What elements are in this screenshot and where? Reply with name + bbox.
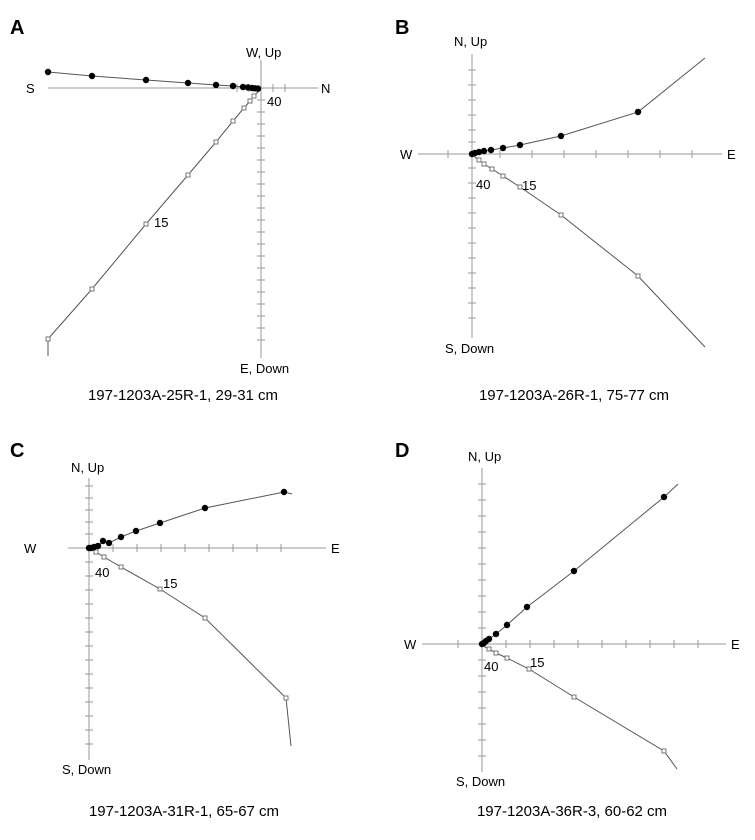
axis-label-left: S <box>26 81 35 96</box>
caption-b: 197-1203A-26R-1, 75-77 cm <box>478 387 670 404</box>
step-label-40: 40 <box>476 177 491 192</box>
horizontal-projection-line <box>472 58 705 154</box>
axis-label-bottom: S, Down <box>456 774 506 789</box>
open-square-point <box>214 140 218 144</box>
filled-dot-point <box>281 489 287 495</box>
panel-c <box>10 440 340 820</box>
horizontal-projection-points <box>479 494 667 647</box>
filled-dot-point <box>143 77 149 83</box>
filled-dot-point <box>106 540 112 546</box>
open-square-point <box>102 555 106 559</box>
open-square-point <box>252 94 256 98</box>
panel-letter-c: C <box>10 440 25 462</box>
open-square-point <box>477 158 481 162</box>
axis-ticks <box>458 484 698 756</box>
vertical-projection-points <box>94 550 288 700</box>
step-label-40: 40 <box>484 659 499 674</box>
open-square-point <box>94 550 98 554</box>
open-square-point <box>203 616 207 620</box>
axis-label-right: E <box>331 541 340 556</box>
open-square-point <box>636 274 640 278</box>
axis-label-top: N, Up <box>454 34 488 49</box>
filled-dot-point <box>571 568 577 574</box>
open-square-point <box>231 119 235 123</box>
vertical-projection-line <box>474 156 705 347</box>
axis-label-left: W <box>400 147 413 162</box>
filled-dot-point <box>255 85 261 91</box>
open-square-point <box>572 695 576 699</box>
horizontal-projection-line <box>482 484 678 644</box>
filled-dot-point <box>185 80 191 86</box>
filled-dot-point <box>202 505 208 511</box>
open-square-point <box>90 287 94 291</box>
open-square-point <box>119 565 123 569</box>
caption-a: 197-1203A-25R-1, 29-31 cm <box>87 387 279 404</box>
filled-dot-point <box>524 604 530 610</box>
open-square-point <box>505 656 509 660</box>
filled-dot-point <box>479 641 485 647</box>
caption-c: 197-1203A-31R-1, 65-67 cm <box>88 803 280 820</box>
panel-d <box>395 440 740 820</box>
open-square-point <box>494 651 498 655</box>
open-square-point <box>242 106 246 110</box>
open-square-point <box>284 696 288 700</box>
axis-label-right: E <box>731 637 740 652</box>
axis-label-right: E <box>727 147 736 162</box>
filled-dot-point <box>517 142 523 148</box>
filled-dot-point <box>230 83 236 89</box>
filled-dot-point <box>558 133 564 139</box>
open-square-point <box>662 749 666 753</box>
filled-dot-point <box>488 147 494 153</box>
horizontal-projection-points <box>86 489 287 551</box>
axis-label-right: N <box>321 81 331 96</box>
filled-dot-point <box>504 622 510 628</box>
open-square-point <box>559 213 563 217</box>
step-label-40: 40 <box>95 565 110 580</box>
filled-dot-point <box>100 538 106 544</box>
filled-dot-point <box>118 534 124 540</box>
open-square-point <box>501 174 505 178</box>
filled-dot-point <box>500 145 506 151</box>
open-square-point <box>248 99 252 103</box>
axis-label-top: N, Up <box>71 460 105 475</box>
axis-ticks <box>448 70 692 318</box>
caption-d: 197-1203A-36R-3, 60-62 cm <box>476 803 668 820</box>
vertical-projection-points <box>487 647 666 753</box>
open-square-point <box>490 167 494 171</box>
panel-letter-a: A <box>10 17 25 39</box>
panel-a <box>10 17 330 404</box>
step-label-15: 15 <box>154 215 169 230</box>
panel-b <box>395 17 736 404</box>
vertical-projection-line <box>483 645 677 769</box>
filled-dot-point <box>661 494 667 500</box>
step-label-15: 15 <box>163 576 178 591</box>
filled-dot-point <box>133 528 139 534</box>
vertical-projection-points <box>477 158 640 278</box>
filled-dot-point <box>89 73 95 79</box>
panel-letter-b: B <box>395 17 410 39</box>
filled-dot-point <box>469 151 475 157</box>
filled-dot-point <box>635 109 641 115</box>
axis-label-bottom: S, Down <box>445 341 495 356</box>
open-square-point <box>46 337 50 341</box>
open-square-point <box>144 222 148 226</box>
axis-label-left: W <box>24 541 37 556</box>
filled-dot-point <box>213 82 219 88</box>
vertical-projection-line <box>92 550 291 746</box>
open-square-point <box>158 587 162 591</box>
axis-label-bottom: E, Down <box>240 361 290 376</box>
open-square-point <box>487 647 491 651</box>
axis-ticks <box>85 486 281 744</box>
filled-dot-point <box>157 520 163 526</box>
axis-label-bottom: S, Down <box>62 762 112 777</box>
open-square-point <box>186 173 190 177</box>
filled-dot-point <box>493 631 499 637</box>
horizontal-projection-line <box>48 72 258 89</box>
filled-dot-point <box>45 69 51 75</box>
step-label-15: 15 <box>530 655 545 670</box>
horizontal-projection-points <box>469 109 641 157</box>
axis-label-top: W, Up <box>246 45 282 60</box>
step-label-40: 40 <box>267 94 282 109</box>
axis-label-left: W <box>404 637 417 652</box>
step-label-15: 15 <box>522 178 537 193</box>
filled-dot-point <box>86 545 92 551</box>
open-square-point <box>482 162 486 166</box>
panel-letter-d: D <box>395 440 410 462</box>
axis-label-top: N, Up <box>468 449 502 464</box>
